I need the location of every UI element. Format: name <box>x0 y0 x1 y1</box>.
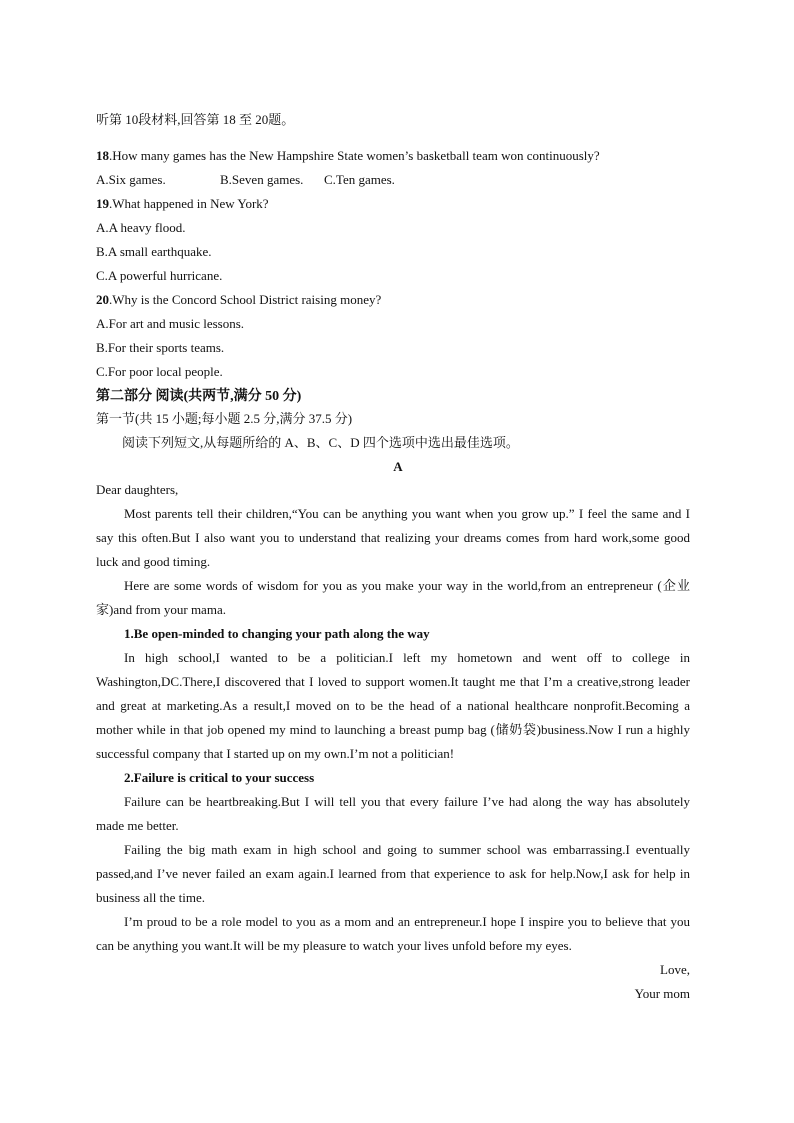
reading-instructions: 阅读下列短文,从每题所给的 A、B、C、D 四个选项中选出最佳选项。 <box>122 435 519 450</box>
question-18 <box>96 144 700 168</box>
question-text: .How many games has the New Hampshire State women’s basketball team won continuously? <box>109 148 600 163</box>
subheading: 1.Be open-minded to changing your path along the way <box>124 626 430 641</box>
paragraph: Most parents tell their children,“You can be anything you want when you grow up.” I feel the same and I say this often.But I also want you to understand that realizing your dreams comes from hard work,some good luck and good timing. <box>96 506 690 569</box>
option-c: C.For poor local people. <box>96 364 223 379</box>
closing: Love, <box>660 962 690 977</box>
paragraph: Failure can be heartbreaking.But I will tell you that every failure I’ve had along the way has absolutely made me better. <box>96 794 690 833</box>
section-title: 第一节(共 15 小题;每小题 2.5 分,满分 37.5 分) <box>96 411 353 426</box>
part-title: 第二部分 阅读(共两节,满分 50 分) <box>96 389 302 404</box>
option-a: A.Six games. <box>96 172 166 187</box>
subheading: 2.Failure is critical to your success <box>124 770 315 785</box>
paragraph: Failing the big math exam in high school and going to summer school was embarrassing.I eventually passed,and I’ve never failed an exam again.I learned from that experience to ask for help.Now,I ask for help in business all the time. <box>96 842 690 905</box>
paragraph: In high school,I wanted to be a politician.I left my hometown and went off to college in Washington,DC.There,I discovered that I loved to support women.It taught me that I’m a creative,strong leader and great at marketing.As a result,I moved on to be the head of a national healthcare nonprofit.Becoming a mother while in that job opened my mind to launching a breast pump bag (储奶袋)business.Now I run a highly successful company that I started up on my own.I’m not a politician! <box>96 650 690 761</box>
exam-page <box>96 108 700 1006</box>
passage-label: A <box>393 459 403 474</box>
listening-intro: 听第 10段材料,回答第 18 至 20题。 <box>96 112 295 127</box>
option-b: B.For their sports teams. <box>96 340 225 355</box>
question-text: .What happened in New York? <box>109 196 269 211</box>
question-text: .Why is the Concord School District raising money? <box>109 292 382 307</box>
paragraph: I’m proud to be a role model to you as a mom and an entrepreneur.I hope I inspire you to believe that you can be anything you want.It will be my pleasure to watch your lives unfold before my eyes. <box>96 914 690 953</box>
passage-a <box>96 478 690 1006</box>
option-c: C.Ten games. <box>324 172 395 187</box>
salutation: Dear daughters, <box>96 482 179 497</box>
question-number: 18 <box>96 148 109 163</box>
option-a: A.A heavy flood. <box>96 220 186 235</box>
question-19 <box>96 192 700 216</box>
paragraph: Here are some words of wisdom for you as you make your way in the world,from an entrepreneur (企业家)and from your mama. <box>96 578 690 617</box>
option-b: B.A small earthquake. <box>96 244 212 259</box>
question-number: 19 <box>96 196 109 211</box>
question-number: 20 <box>96 292 109 307</box>
option-a: A.For art and music lessons. <box>96 316 245 331</box>
signature: Your mom <box>634 986 690 1001</box>
option-c: C.A powerful hurricane. <box>96 268 223 283</box>
question-20 <box>96 288 700 312</box>
option-b: B.Seven games. <box>220 172 304 187</box>
question-18-options <box>96 168 700 192</box>
